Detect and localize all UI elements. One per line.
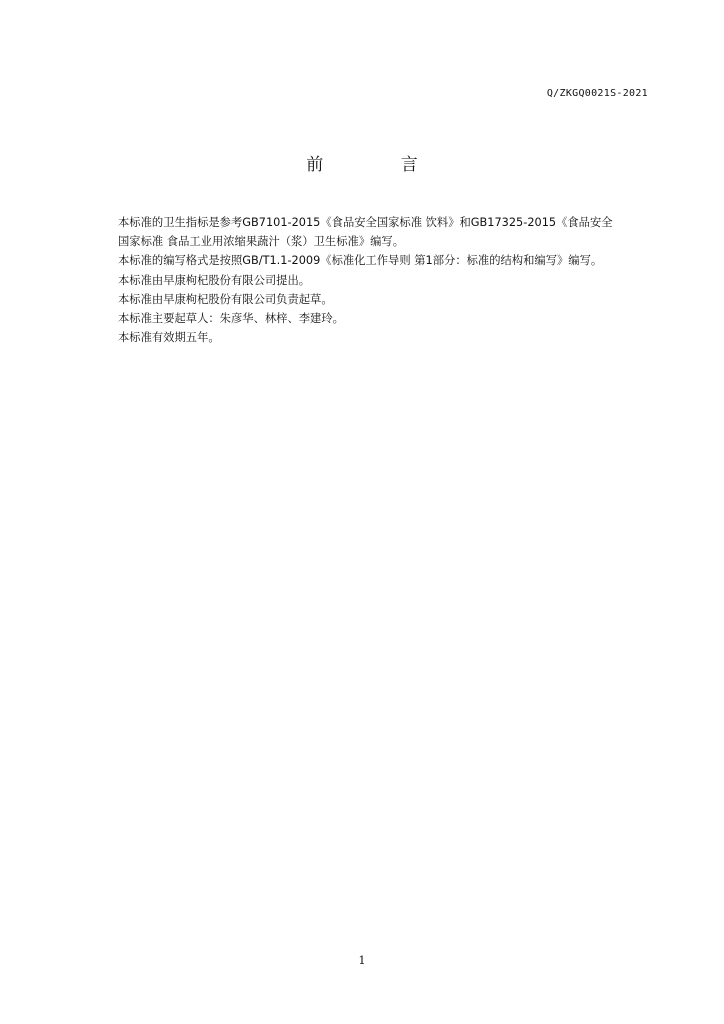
page-title: 前 言 [306, 155, 454, 175]
paragraph-line: 本标准主要起草人：朱彦华、林梓、李建玲。 [118, 312, 344, 326]
paragraph-line: 本标准由早康枸杞股份有限公司提出。 [118, 273, 311, 287]
page-number: 1 [358, 954, 366, 967]
paragraph-line: 本标准的编写格式是按照GB/T1.1-2009《标准化工作导则 第1部分：标准的结构和编写》编写。 [118, 254, 603, 268]
paragraph-line: 本标准有效期五年。 [118, 331, 220, 345]
paragraph-line: 国家标准 食品工业用浓缩果蔬汁（浆）卫生标准》编写。 [118, 235, 405, 249]
paragraph-line: 本标准由早康枸杞股份有限公司负责起草。 [118, 292, 333, 306]
paragraph-line: 本标准的卫生指标是参考GB7101-2015《食品安全国家标准 饮料》和GB17325-2015《食品安全 [118, 216, 613, 229]
standard-code: Q/ZKGQ0021S-2021 [546, 88, 648, 99]
foreword-body [118, 213, 658, 347]
